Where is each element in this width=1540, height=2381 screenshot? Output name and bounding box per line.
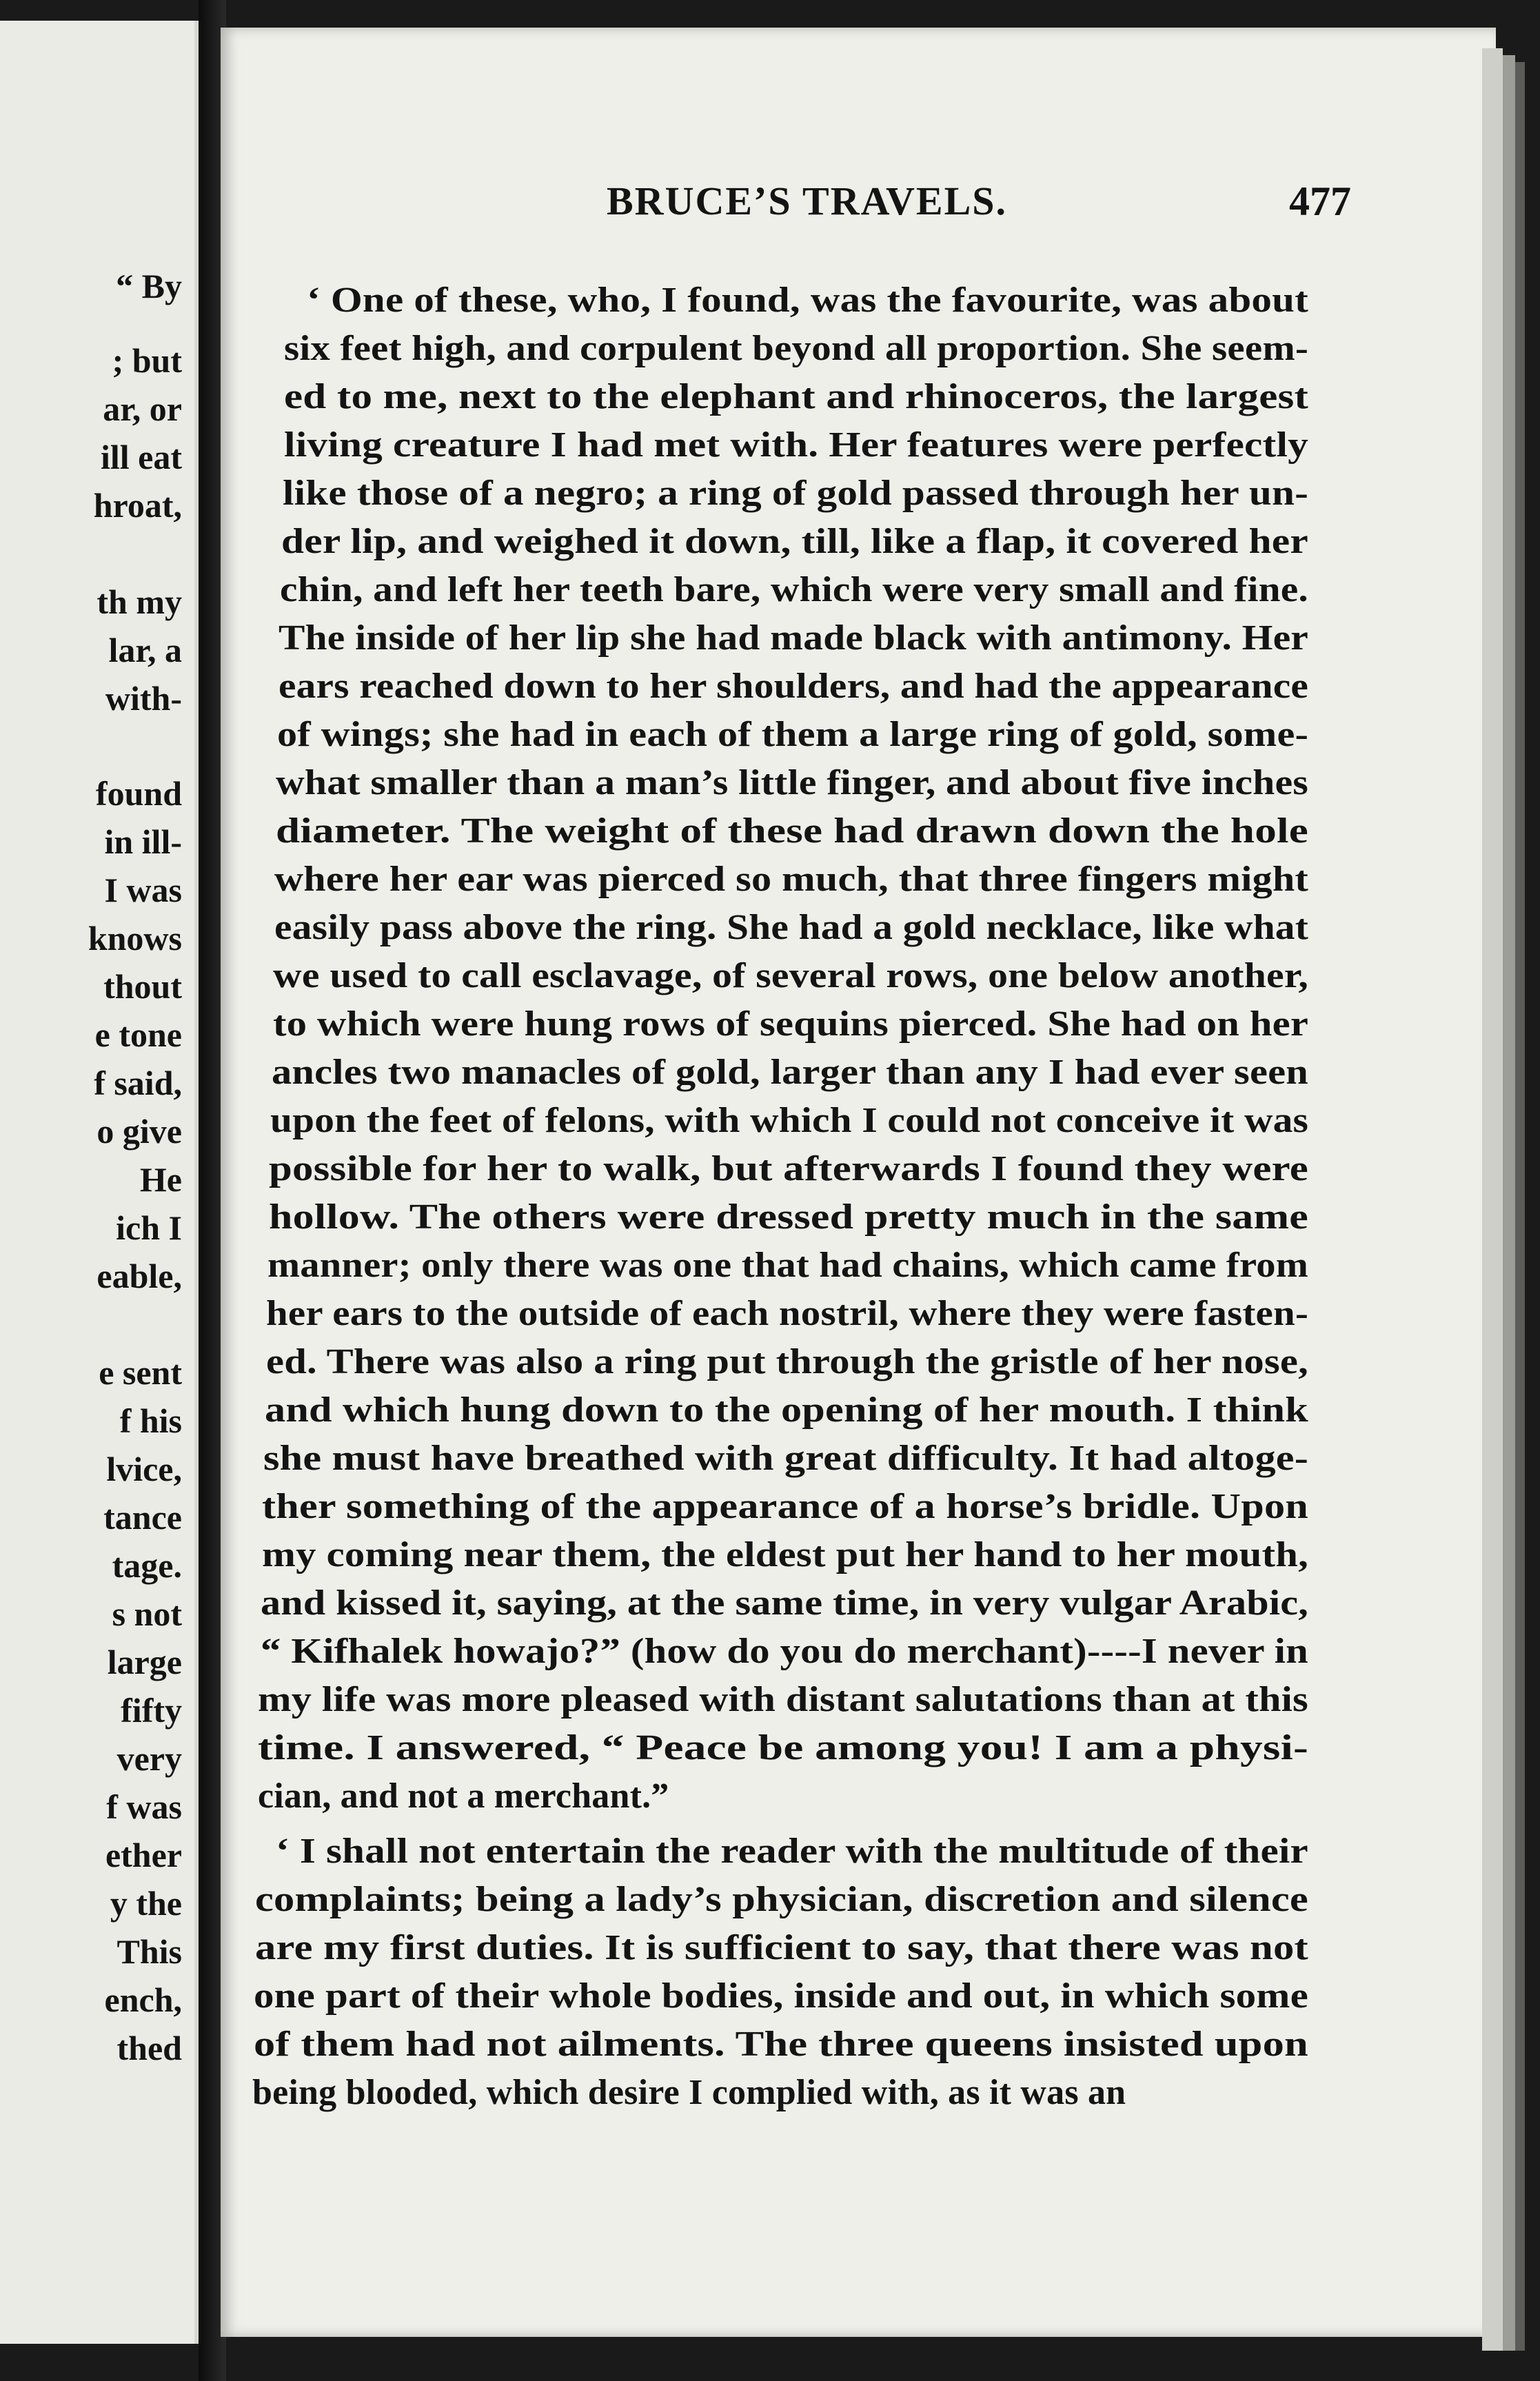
left-line: hroat, [93, 486, 182, 525]
left-line: in ill- [104, 822, 182, 861]
left-line: ich I [116, 1208, 182, 1247]
text-line: she must have breathed with great difficulty. It had altoge- [263, 1439, 1309, 1478]
text-line: six feet high, and corpulent beyond all proportion. She seem- [284, 329, 1309, 368]
left-line: ar, or [103, 389, 182, 428]
left-line: s not [112, 1594, 182, 1633]
text-line: ed to me, next to the elephant and rhinoceros, the largest [284, 377, 1309, 416]
text-line: “ Kifhalek howajo?” (how do you do merchant)----I never in [261, 1632, 1308, 1671]
left-line: He [139, 1160, 182, 1199]
left-line: f his [119, 1401, 182, 1440]
page-edge [1515, 62, 1525, 2351]
text-line: hollow. The others were dressed pretty much in the same [269, 1197, 1308, 1237]
text-line: complaints; being a lady’s physician, discretion and silence [255, 1880, 1308, 1919]
page-edge [1482, 48, 1503, 2351]
left-line: lvice, [106, 1450, 182, 1488]
text-line: der lip, and weighed it down, till, like a flap, it covered her [281, 522, 1308, 561]
text-line: manner; only there was one that had chains, which came from [267, 1246, 1309, 1285]
left-line: eable, [97, 1257, 182, 1295]
left-line: th my [97, 582, 182, 621]
left-line: ench, [104, 1980, 182, 2019]
left-line: e sent [99, 1353, 182, 1392]
text-line: diameter. The weight of these had drawn down the hole [276, 811, 1308, 851]
text-line: time. I answered, “ Peace be among you! I am a physi- [258, 1728, 1309, 1767]
text-line: easily pass above the ring. She had a gold necklace, like what [274, 908, 1309, 947]
text-line: being blooded, which desire I complied with, as it was an [252, 2073, 1126, 2112]
text-line: to which were hung rows of sequins pierced. She had on her [273, 1004, 1309, 1044]
left-line: I was [104, 871, 182, 909]
left-line: ether [105, 1836, 182, 1874]
page-number: 477 [1289, 179, 1351, 224]
text-line: of wings; she had in each of them a large ring of gold, some- [277, 715, 1309, 754]
text-line: we used to call esclavage, of several rows, one below another, [273, 956, 1308, 995]
left-line: tage. [112, 1546, 182, 1585]
text-line: ‘ I shall not entertain the reader with the multitude of their [276, 1832, 1308, 1871]
left-line: ill eat [100, 438, 182, 476]
text-line: what smaller than a man’s little finger, and about five inches [276, 763, 1308, 802]
left-line: found [95, 774, 182, 813]
text-line: ancles two manacles of gold, larger than any I had ever seen [272, 1053, 1309, 1092]
text-line: The inside of her lip she had made black with antimony. Her [278, 618, 1309, 658]
text-line: cian, and not a merchant.” [258, 1776, 669, 1816]
left-line: tance [103, 1498, 182, 1537]
left-line: f was [106, 1787, 182, 1826]
text-line: ears reached down to her shoulders, and had the appearance [278, 667, 1309, 706]
left-line: large [107, 1643, 182, 1681]
text-line: and which hung down to the opening of her mouth. I think [265, 1390, 1308, 1430]
left-line: ; but [112, 341, 182, 380]
text-line: one part of their whole bodies, inside and out, in which some [254, 1976, 1308, 2016]
text-line: possible for her to walk, but afterwards I found they were [269, 1149, 1308, 1188]
text-line: my coming near them, the eldest put her hand to her mouth, [262, 1535, 1309, 1574]
left-line: lar, a [108, 631, 182, 669]
left-line: y the [110, 1884, 182, 1923]
left-line: thed [116, 2029, 182, 2067]
text-line: are my first duties. It is sufficient to say, that there was not [255, 1928, 1308, 1967]
left-page [0, 21, 199, 2344]
left-line: thout [103, 967, 182, 1006]
text-line: of them had not ailments. The three queens insisted upon [254, 2025, 1309, 2064]
left-line: f said, [94, 1064, 182, 1102]
text-line: upon the feet of felons, with which I could not conceive it was [270, 1101, 1309, 1140]
text-line: like those of a negro; a ring of gold passed through her un- [283, 474, 1308, 513]
text-line: chin, and left her teeth bare, which were very small and fine. [280, 570, 1308, 609]
left-line: very [116, 1739, 182, 1778]
running-head [372, 178, 1351, 226]
left-line: This [116, 1932, 182, 1971]
text-line: ed. There was also a ring put through the gristle of her nose, [266, 1342, 1308, 1381]
left-line: knows [88, 919, 182, 958]
text-line: living creature I had met with. Her features were perfectly [284, 425, 1309, 465]
text-line: her ears to the outside of each nostril, where they were fasten- [266, 1294, 1309, 1333]
text-line: and kissed it, saying, at the same time, in very vulgar Arabic, [261, 1583, 1309, 1623]
text-line: ‘ One of these, who, I found, was the favourite, was about [307, 281, 1309, 320]
text-line: my life was more pleased with distant salutations than at this [258, 1680, 1308, 1719]
running-head-title: BRUCE’S TRAVELS. [607, 179, 1008, 223]
left-line: with- [105, 679, 182, 718]
text-line: ther something of the appearance of a horse’s bridle. Upon [262, 1487, 1309, 1526]
left-line: e tone [94, 1015, 182, 1054]
left-line: o give [97, 1112, 182, 1151]
left-line: fifty [121, 1691, 182, 1730]
left-line: “ By [116, 267, 182, 305]
page-edge [1503, 55, 1515, 2351]
text-line: where her ear was pierced so much, that three fingers might [274, 860, 1309, 899]
